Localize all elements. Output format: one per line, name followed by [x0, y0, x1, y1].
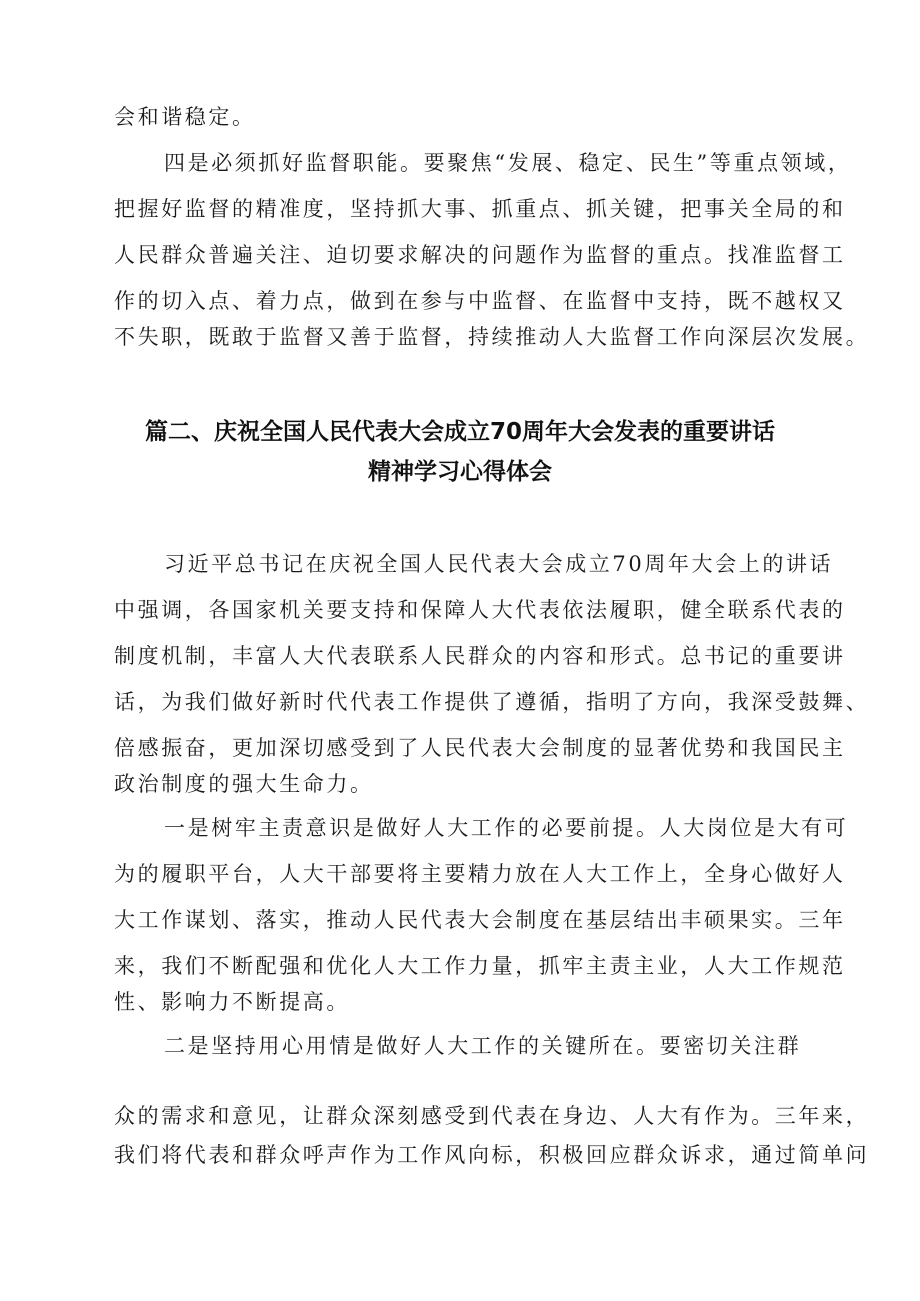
paragraph-line: 政治制度的强大生命力。 — [114, 772, 374, 796]
paragraph-line: 我们将代表和群众呼声作为工作风向标，积极回应群众诉求，通过简单问 — [114, 1143, 870, 1167]
paragraph-line: 作的切入点、着力点，做到在参与中监督、在监督中支持，既不越权又 — [114, 289, 846, 313]
paragraph-line: 大工作谋划、落实，推动人民代表大会制度在基层结出丰硕果实。三年 — [114, 908, 846, 932]
paragraph-line: 制度机制，丰富人大代表联系人民群众的内容和形式。总书记的重要讲 — [114, 644, 846, 668]
paragraph-line: 二是坚持用心用情是做好人大工作的关键所在。要密切关注群 — [164, 1034, 802, 1058]
paragraph-line: 习近平总书记在庆祝全国人民代表大会成立70周年大会上的讲话 — [164, 552, 834, 576]
paragraph-line: 众的需求和意见，让群众深刻感受到代表在身边、人大有作为。三年来， — [114, 1104, 870, 1128]
paragraph-line: 中强调，各国家机关要支持和保障人大代表依法履职，健全联系代表的 — [114, 598, 846, 622]
paragraph-line: 话，为我们做好新时代代表工作提供了遵循，指明了方向，我深受鼓舞、 — [114, 690, 870, 714]
paragraph-line: 倍感振奋，更加深切感受到了人民代表大会制度的显著优势和我国民主 — [114, 736, 846, 760]
paragraph-line: 四是必须抓好监督职能。要聚焦“发展、稳定、民生”等重点领域， — [164, 151, 852, 175]
article-title-line-2: 精神学习心得体会 — [368, 459, 552, 485]
paragraph-line: 不失职，既敢于监督又善于监督，持续推动人大监督工作向深层次发展。 — [114, 325, 870, 349]
paragraph-line: 性、影响力不断提高。 — [114, 990, 350, 1014]
paragraph-line: 会和谐稳定。 — [114, 105, 256, 129]
paragraph-line: 人民群众普遍关注、迫切要求解决的问题作为监督的重点。找准监督工 — [114, 243, 846, 267]
paragraph-line: 一是树牢主责意识是做好人大工作的必要前提。人大岗位是大有可 — [164, 816, 849, 840]
article-title-line-1: 篇二、庆祝全国人民代表大会成立70周年大会发表的重要讲话 — [144, 419, 775, 445]
paragraph-line: 来，我们不断配强和优化人大工作力量，抓牢主责主业，人大工作规范 — [114, 954, 846, 978]
paragraph-line: 把握好监督的精准度，坚持抓大事、抓重点、抓关键，把事关全局的和 — [114, 197, 846, 221]
paragraph-line: 为的履职平台，人大干部要将主要精力放在人大工作上，全身心做好人 — [114, 862, 846, 886]
